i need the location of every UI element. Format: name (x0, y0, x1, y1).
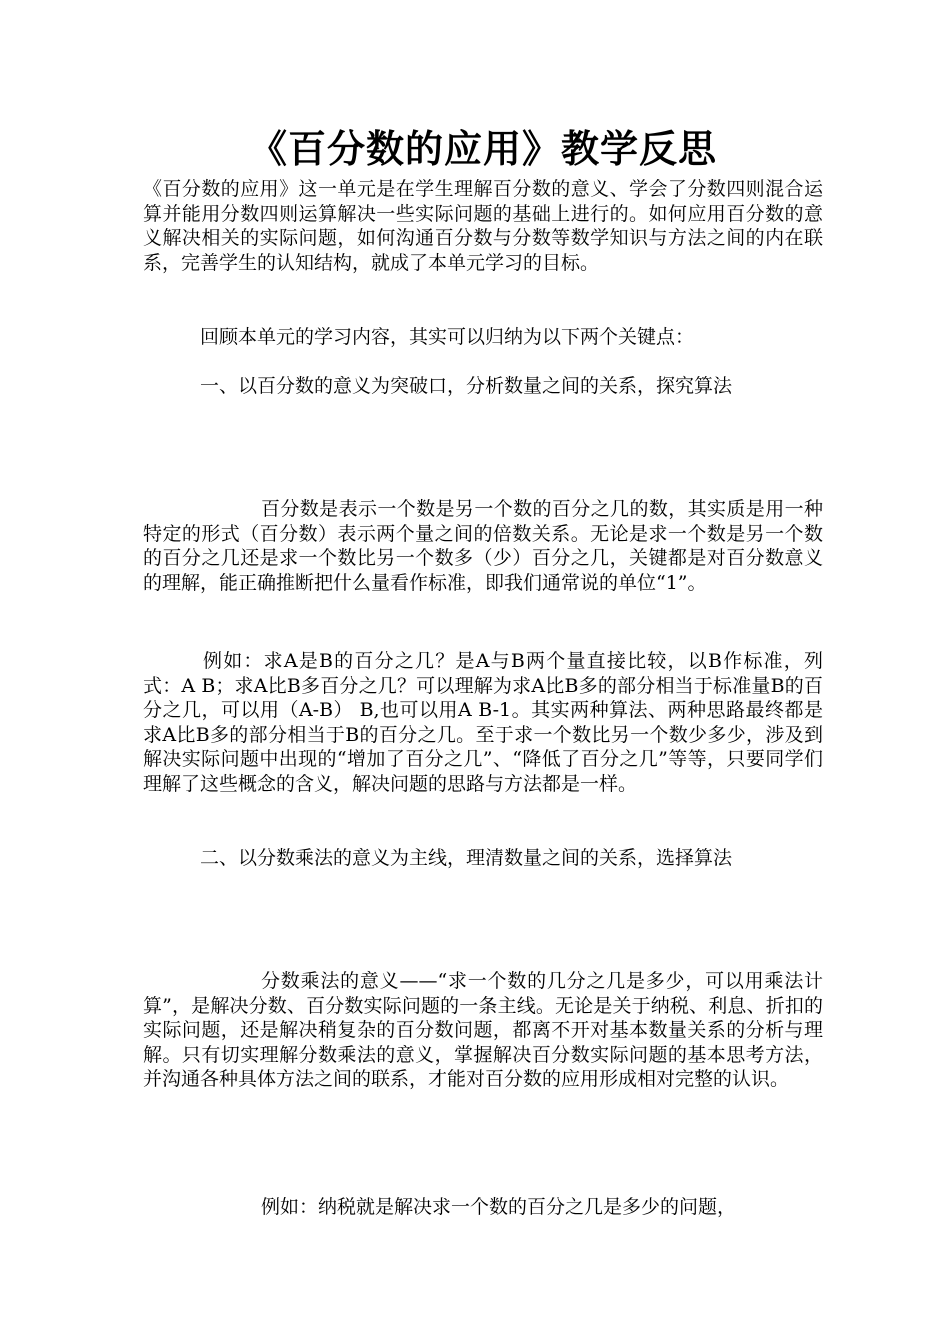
paragraph-fraction-multiplication: 分数乘法的意义——“求一个数的几分之几是多少，可以用乘法计算”，是解决分数、百分数实际问题的一条主线。无论是关于纳税、利息、折扣的实际问题，还是解决稍复杂的百分数问题，都离不开对基本数量关系的分析与理解。只有切实理解分数乘法的意义，掌握解决百分数实际问题的基本思考方法，并沟通各种具体方法之间的联系，才能对百分数的应用形成相对完整的认识。 (143, 970, 823, 1090)
paragraph-intro: 《百分数的应用》这一单元是在学生理解百分数的意义、学会了分数四则混合运算并能用分数四则运算解决一些实际问题的基础上进行的。如何应用百分数的意义解决相关的实际问题，如何沟通百分数与分数等数学知识与方法之间的内在联系，完善学生的认知结构，就成了本单元学习的目标。 (143, 178, 823, 274)
paragraph-percent-meaning: 百分数是表示一个数是另一个数的百分之几的数，其实质是用一种特定的形式（百分数）表示两个量之间的倍数关系。无论是求一个数是另一个数的百分之几还是求一个数比另一个数多（少）百分之几，关键都是对百分数意义的理解，能正确推断把什么量看作标准，即我们通常说的单位“1”。 (143, 498, 823, 594)
paragraph-review: 回顾本单元的学习内容，其实可以归纳为以下两个关键点： (200, 326, 695, 348)
paragraph-example-1: 例如：求A是B的百分之几？是A与B两个量直接比较，以B作标准，列式：A B；求A比B多百分之几？可以理解为求A比B多的部分相当于标准量B的百分之几，可以用（A-B） B,也可以用A B-1。其实两种算法、两种思路最终都是求A比B多的部分相当于B的百分之几。至于求一个数比另一个数少多少，涉及到解决实际问题中出现的“增加了百分之几”、“降低了百分之几”等等，只要同学们理解了这些概念的含义，解决问题的思路与方法都是一样。 (143, 650, 823, 795)
paragraph-example-2: 例如：纳税就是解决求一个数的百分之几是多少的问题， (261, 1196, 737, 1218)
section-heading-2: 二、以分数乘法的意义为主线，理清数量之间的关系，选择算法 (200, 847, 733, 869)
section-heading-1: 一、以百分数的意义为突破口，分析数量之间的关系，探究算法 (200, 375, 733, 397)
document-title: 《百分数的应用》教学反思 (248, 126, 717, 171)
